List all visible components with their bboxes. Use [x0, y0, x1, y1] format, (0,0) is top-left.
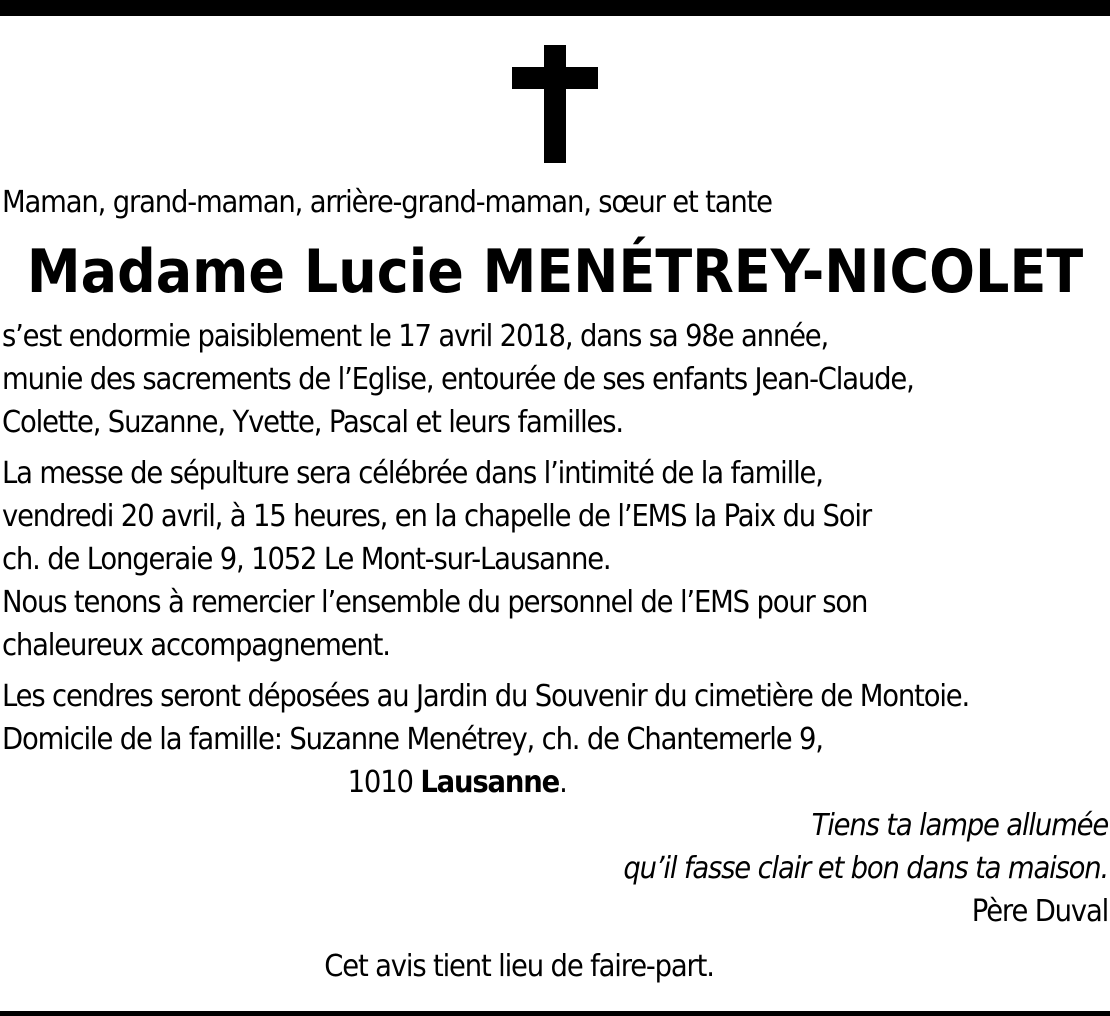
quote-line: Tiens ta lampe allumée	[811, 808, 1109, 843]
quote-line: qu’il fasse clair et bon dans ta maison.	[623, 851, 1109, 886]
quote-author: Père Duval	[971, 894, 1109, 929]
quote-block	[2, 804, 1108, 933]
text-line: chaleureux accompagnement.	[2, 628, 390, 663]
address-paragraph	[2, 675, 1108, 804]
top-border-rule	[0, 0, 1110, 16]
city-name: Lausanne	[420, 765, 560, 800]
text-line: Colette, Suzanne, Yvette, Pascal et leurs familles.	[2, 405, 623, 440]
death-notice	[2, 181, 1108, 988]
bottom-border-rule	[0, 1011, 1110, 1016]
relation-line: Maman, grand-maman, arrière-grand-maman, sœur et tante	[2, 185, 772, 220]
text-line: munie des sacrements de l’Eglise, entourée de ses enfants Jean-Claude,	[2, 362, 914, 397]
text-line: Les cendres seront déposées au Jardin du Souvenir du cimetière de Montoie.	[2, 679, 970, 714]
announcement-paragraph	[2, 315, 1108, 444]
ceremony-paragraph	[2, 452, 1108, 667]
text-line: Domicile de la famille: Suzanne Menétrey, ch. de Chantemerle 9,	[2, 722, 823, 757]
text-line: ch. de Longeraie 9, 1052 Le Mont-sur-Lausanne.	[2, 542, 611, 577]
city-suffix: .	[559, 765, 567, 800]
text-line: La messe de sépulture sera célébrée dans l’intimité de la famille,	[2, 456, 823, 491]
deceased-name: Madame Lucie MENÉTREY-NICOLET	[26, 237, 1084, 307]
text-line: s’est endormie paisiblement le 17 avril 2018, dans sa 98e année,	[2, 319, 829, 354]
cross-icon	[512, 45, 598, 163]
postcode-city-line	[2, 761, 1108, 804]
postcode: 1010	[347, 765, 413, 800]
closing-line: Cet avis tient lieu de faire-part.	[324, 949, 714, 984]
text-line: Nous tenons à remercier l’ensemble du personnel de l’EMS pour son	[2, 585, 868, 620]
text-line: vendredi 20 avril, à 15 heures, en la chapelle de l’EMS la Paix du Soir	[2, 499, 871, 534]
